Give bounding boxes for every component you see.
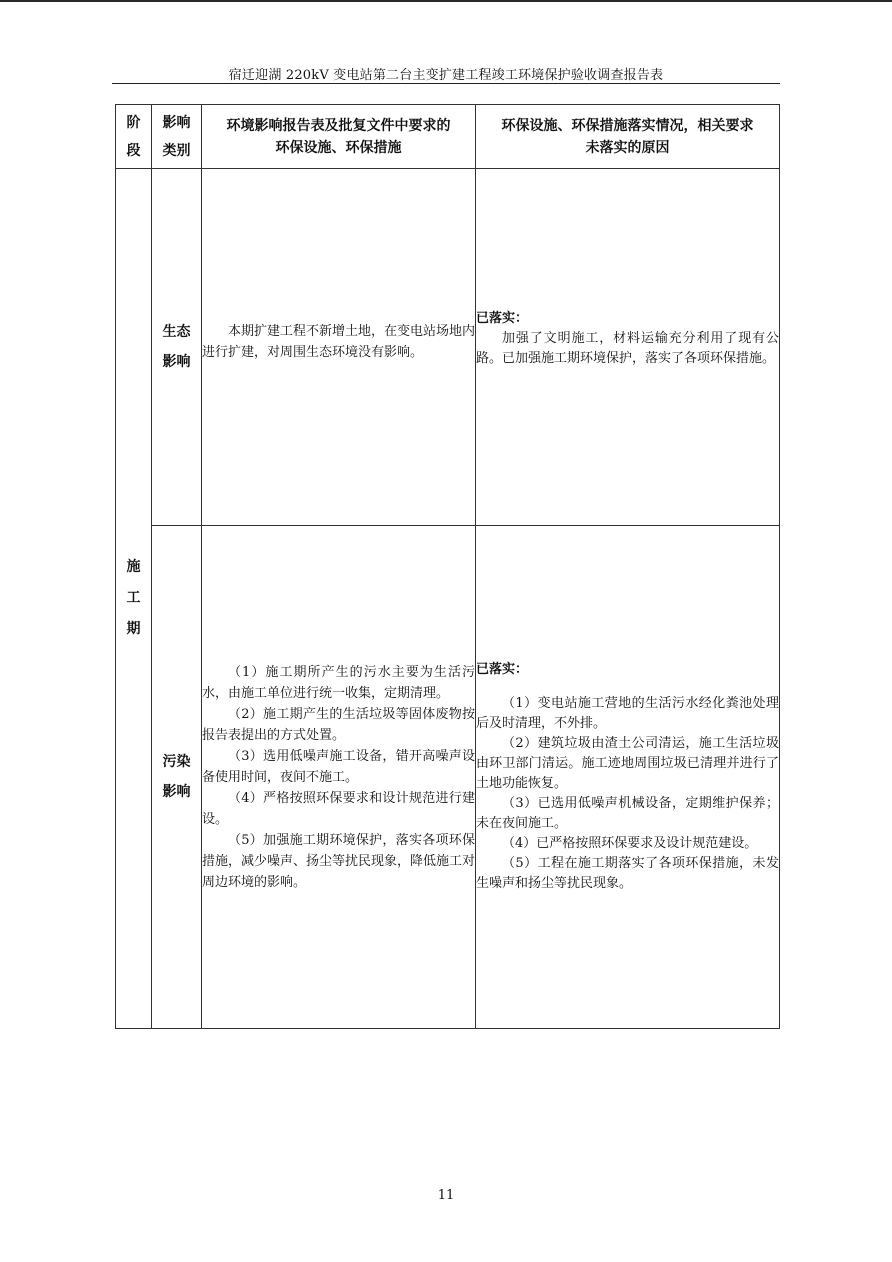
requirement-item-4: （4）严格按照环保要求和设计规范进行建设。 xyxy=(202,790,475,827)
header-stage-line-2: 段 xyxy=(126,142,141,159)
category-line-1: 污染 xyxy=(162,754,191,770)
category-cell-pollution xyxy=(152,526,202,1029)
requirement-item-3: （3）选用低噪声施工设备，错开高噪声设备使用时间，夜间不施工。 xyxy=(202,748,475,785)
header-requirements xyxy=(202,105,476,169)
requirement-text: 本期扩建工程不新增土地，在变电站场地内进行扩建，对周围生态环境没有影响。 xyxy=(202,324,476,360)
category-cell-ecology xyxy=(152,169,202,526)
header-requirements-line-2: 环保设施、环保措施 xyxy=(275,139,402,156)
header-category xyxy=(152,105,202,169)
header-implementation-line-2: 未落实的原因 xyxy=(585,139,670,156)
category-line-2: 影响 xyxy=(162,354,191,370)
header-requirements-line-1: 环境影响报告表及批复文件中要求的 xyxy=(226,117,451,134)
table-header-row xyxy=(116,105,780,169)
page-number: 11 xyxy=(437,1188,455,1203)
header-stage-line-1: 阶 xyxy=(126,114,141,131)
implementation-cell-ecology xyxy=(476,169,780,526)
header-category-line-1: 影响 xyxy=(162,114,191,131)
requirement-item-2: （2）施工期产生的生活垃圾等固体废物按报告表提出的方式处置。 xyxy=(202,706,475,743)
implementation-item-2: （2）建筑垃圾由渣土公司清运，施工生活垃圾由环卫部门清运。施工迹地周围垃圾已清理并进行了土地功能恢复。 xyxy=(476,736,779,791)
requirement-item-5: （5）加强施工期环境保护，落实各项环保措施，减少噪声、扬尘等扰民现象，降低施工对周边环境的影响。 xyxy=(202,832,476,890)
implementation-item-5: （5）工程在施工期落实了各项环保措施，未发生噪声和扬尘等扰民现象。 xyxy=(476,856,779,891)
page-top-border xyxy=(0,0,892,2)
category-line-1: 生态 xyxy=(162,324,191,340)
implementation-item-4: （4）已严格按照环保要求及设计规范建设。 xyxy=(502,836,758,851)
implemented-label: 已落实： xyxy=(476,311,529,326)
implementation-text: 加强了文明施工，材料运输充分利用了现有公路。已加强施工期环境保护，落实了各项环保措施。 xyxy=(476,331,779,366)
requirements-cell-ecology xyxy=(202,169,476,526)
requirement-item-1: （1）施工期所产生的污水主要为生活污水，由施工单位进行统一收集，定期清理。 xyxy=(202,664,475,701)
implementation-cell-pollution xyxy=(476,526,780,1029)
requirements-cell-pollution xyxy=(202,526,476,1029)
stage-cell xyxy=(116,169,152,1029)
implementation-item-1: （1）变电站施工营地的生活污水经化粪池处理后及时清理，不外排。 xyxy=(476,696,779,731)
measures-table xyxy=(115,104,780,1029)
stage-char-1: 施 xyxy=(126,559,141,575)
header-implementation-line-1: 环保设施、环保措施落实情况，相关要求 xyxy=(501,117,754,134)
stage-char-2: 工 xyxy=(126,590,141,606)
table-row xyxy=(116,526,780,1029)
header-implementation xyxy=(476,105,780,169)
stage-char-3: 期 xyxy=(126,621,141,637)
table-row xyxy=(116,169,780,526)
header-stage xyxy=(116,105,152,169)
implemented-label: 已落实： xyxy=(476,662,529,677)
category-line-2: 影响 xyxy=(162,784,191,800)
implementation-item-3: （3）已选用低噪声机械设备，定期维护保养；未在夜间施工。 xyxy=(476,796,779,831)
header-category-line-2: 类别 xyxy=(162,142,191,159)
report-header-title: 宿迁迎湖 220kV 变电站第二台主变扩建工程竣工环境保护验收调查报告表 xyxy=(228,68,664,83)
header-rule xyxy=(112,83,780,84)
